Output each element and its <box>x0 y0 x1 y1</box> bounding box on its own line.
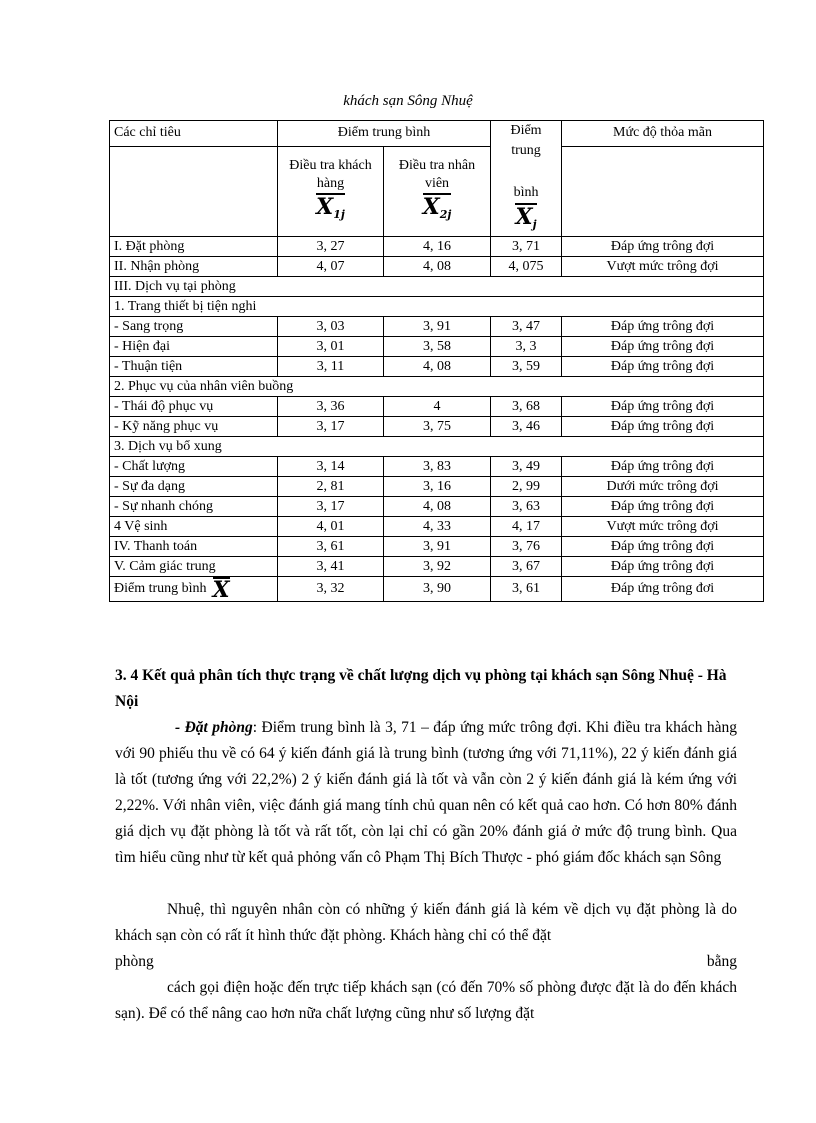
row-label: 4 Vệ sinh <box>110 517 278 537</box>
row-label: - Thái độ phục vụ <box>110 397 278 417</box>
customer-score: 3, 03 <box>278 317 384 337</box>
header-avg2-top: Điểm trung <box>510 123 542 158</box>
table-section-row <box>110 277 764 297</box>
row-label: V. Cảm giác trung <box>110 557 278 577</box>
header-average: Điểm trung bình <box>278 121 491 147</box>
overall-score: 3, 49 <box>491 457 562 477</box>
satisfaction-level: Đáp ứng trông đơi <box>562 577 764 602</box>
row-label: - Kỹ năng phục vụ <box>110 417 278 437</box>
header-avg2-bottom: bình <box>513 185 539 200</box>
table-caption: khách sạn Sông Nhuệ <box>343 93 473 109</box>
row-label: I. Đặt phòng <box>110 237 278 257</box>
section-label: III. Dịch vụ tại phòng <box>110 277 764 297</box>
customer-score: 3, 41 <box>278 557 384 577</box>
customer-score: 3, 17 <box>278 497 384 517</box>
row-label: IV. Thanh toán <box>110 537 278 557</box>
overall-score: 3, 46 <box>491 417 562 437</box>
table-row <box>110 557 764 577</box>
staff-score: 3, 90 <box>384 577 491 602</box>
x-bar-2j-symbol: $X_{2j}$ <box>423 193 452 226</box>
table-row <box>110 317 764 337</box>
row-label: - Sự nhanh chóng <box>110 497 278 517</box>
section-label: 1. Trang thiết bị tiện nghi <box>110 297 764 317</box>
staff-score: 3, 92 <box>384 557 491 577</box>
customer-score: 3, 01 <box>278 337 384 357</box>
satisfaction-level: Đáp ứng trông đợi <box>562 457 764 477</box>
overall-score: 3, 71 <box>491 237 562 257</box>
header-staff-survey: Điều tra nhân viên $X_{2j}$ <box>384 146 491 236</box>
overall-score: 3, 3 <box>491 337 562 357</box>
staff-score: 3, 75 <box>384 417 491 437</box>
overall-score: 4, 17 <box>491 517 562 537</box>
table-row <box>110 477 764 497</box>
table-section-row <box>110 377 764 397</box>
satisfaction-level: Đáp ứng trông đợi <box>562 237 764 257</box>
table-header-row <box>110 121 764 147</box>
table-section-row <box>110 437 764 457</box>
section-heading: 3. 4 Kết quả phân tích thực trạng về chất lượng dịch vụ phòng tại khách sạn Sông Nhuệ - Hà Nội <box>115 667 727 710</box>
satisfaction-level: Đáp ứng trông đợi <box>562 397 764 417</box>
table-row <box>110 257 764 277</box>
customer-score: 3, 27 <box>278 237 384 257</box>
overall-score: 3, 68 <box>491 397 562 417</box>
paragraph-label: - Đặt phòng <box>175 719 253 736</box>
paragraph-text: : Điểm trung bình là 3, 71 – đáp ứng mức trông đợi. Khi điều tra khách hàng với 90 phiếu thu về có 64 ý kiến đánh giá là trung bình (tương ứng với 71,11%), 22 ý kiến đánh giá là tốt (tương ứng với 22,2%) 2 ý kiến đánh giá là tốt và vẫn còn 2 ý kiến đánh giá là kém ứng với 2,22%. Với nhân viên, việc đánh giá mang tính chủ quan nên có kết quả cao hơn. Có hơn 80% đánh giá dịch vụ đặt phòng là tốt và rất tốt, còn lại chỉ có gần 20% đánh giá ở mức độ trung bình. Qua tìm hiểu cũng như từ kết quả phỏng vấn cô Phạm Thị Bích Thược - phó giám đốc khách sạn Sông <box>115 719 737 866</box>
staff-score: 4, 08 <box>384 257 491 277</box>
x-bar-j-symbol: $X_j$ <box>515 203 536 236</box>
overall-score: 4, 075 <box>491 257 562 277</box>
staff-score: 3, 16 <box>384 477 491 497</box>
row-label: - Thuận tiện <box>110 357 278 377</box>
overall-score: 3, 59 <box>491 357 562 377</box>
row-label: - Chất lượng <box>110 457 278 477</box>
table-row <box>110 517 764 537</box>
staff-score: 3, 91 <box>384 537 491 557</box>
overall-score: 3, 76 <box>491 537 562 557</box>
satisfaction-level: Đáp ứng trông đợi <box>562 537 764 557</box>
header-criteria: Các chỉ tiêu <box>110 121 278 147</box>
paragraph-continuation-2: cách gọi điện hoặc đến trực tiếp khách sạn (có đến 70% số phòng được đặt là do đến khách sạn). Để có thể nâng cao hơn nữa chất lượng cũng như số lượng đặt <box>115 979 737 1022</box>
row-label: - Hiện đại <box>110 337 278 357</box>
satisfaction-level: Vượt mức trông đợi <box>562 257 764 277</box>
paragraph-continuation: Nhuệ, thì nguyên nhân còn có những ý kiến đánh giá là kém về dịch vụ đặt phòng là do khách sạn còn có rất ít hình thức đặt phòng. Khách hàng chỉ có thể đặt phòng bằng <box>115 901 737 970</box>
overall-score: 3, 67 <box>491 557 562 577</box>
overall-score: 3, 63 <box>491 497 562 517</box>
satisfaction-level: Đáp ứng trông đợi <box>562 317 764 337</box>
table-total-row <box>110 577 764 602</box>
staff-score: 3, 58 <box>384 337 491 357</box>
overall-score: 2, 99 <box>491 477 562 497</box>
section-label: 2. Phục vụ của nhân viên buồng <box>110 377 764 397</box>
staff-score: 4, 08 <box>384 497 491 517</box>
table-row <box>110 537 764 557</box>
customer-score: 3, 32 <box>278 577 384 602</box>
header-average-overall <box>491 121 562 237</box>
header-satisfaction: Mức độ thỏa mãn <box>562 121 764 147</box>
customer-score: 4, 07 <box>278 257 384 277</box>
x-bar-1j-symbol: $X_{1j}$ <box>316 193 345 226</box>
satisfaction-level: Đáp ứng trông đợi <box>562 337 764 357</box>
table-row <box>110 357 764 377</box>
staff-score: 3, 91 <box>384 317 491 337</box>
staff-score: 4, 16 <box>384 237 491 257</box>
customer-score: 3, 17 <box>278 417 384 437</box>
section-label: 3. Dịch vụ bổ xung <box>110 437 764 457</box>
table-row <box>110 237 764 257</box>
customer-score: 3, 11 <box>278 357 384 377</box>
table-row <box>110 397 764 417</box>
row-label: - Sang trọng <box>110 317 278 337</box>
row-label: II. Nhận phòng <box>110 257 278 277</box>
staff-score: 3, 83 <box>384 457 491 477</box>
table-row <box>110 337 764 357</box>
table-row <box>110 417 764 437</box>
satisfaction-level: Dưới mức trông đợi <box>562 477 764 497</box>
paragraph-dat-phong <box>115 715 737 871</box>
satisfaction-level: Đáp ứng trông đợi <box>562 557 764 577</box>
satisfaction-level: Vượt mức trông đợi <box>562 517 764 537</box>
table-row <box>110 457 764 477</box>
overall-score: 3, 61 <box>491 577 562 602</box>
staff-score: 4, 08 <box>384 357 491 377</box>
satisfaction-level: Đáp ứng trông đợi <box>562 357 764 377</box>
header-customer-survey: Điều tra khách hàng $X_{1j}$ <box>278 146 384 236</box>
table-subheader-row <box>110 146 764 236</box>
customer-score: 3, 14 <box>278 457 384 477</box>
row-label: - Sự đa dạng <box>110 477 278 497</box>
x-bar-symbol: X <box>212 577 230 603</box>
table-row <box>110 497 764 517</box>
row-label: Điểm trung bình X <box>110 577 278 602</box>
evaluation-table <box>109 120 764 602</box>
staff-score: 4 <box>384 397 491 417</box>
overall-score: 3, 47 <box>491 317 562 337</box>
staff-score: 4, 33 <box>384 517 491 537</box>
customer-score: 2, 81 <box>278 477 384 497</box>
customer-score: 4, 01 <box>278 517 384 537</box>
satisfaction-level: Đáp ứng trông đợi <box>562 497 764 517</box>
customer-score: 3, 61 <box>278 537 384 557</box>
satisfaction-level: Đáp ứng trông đợi <box>562 417 764 437</box>
table-section-row <box>110 297 764 317</box>
customer-score: 3, 36 <box>278 397 384 417</box>
